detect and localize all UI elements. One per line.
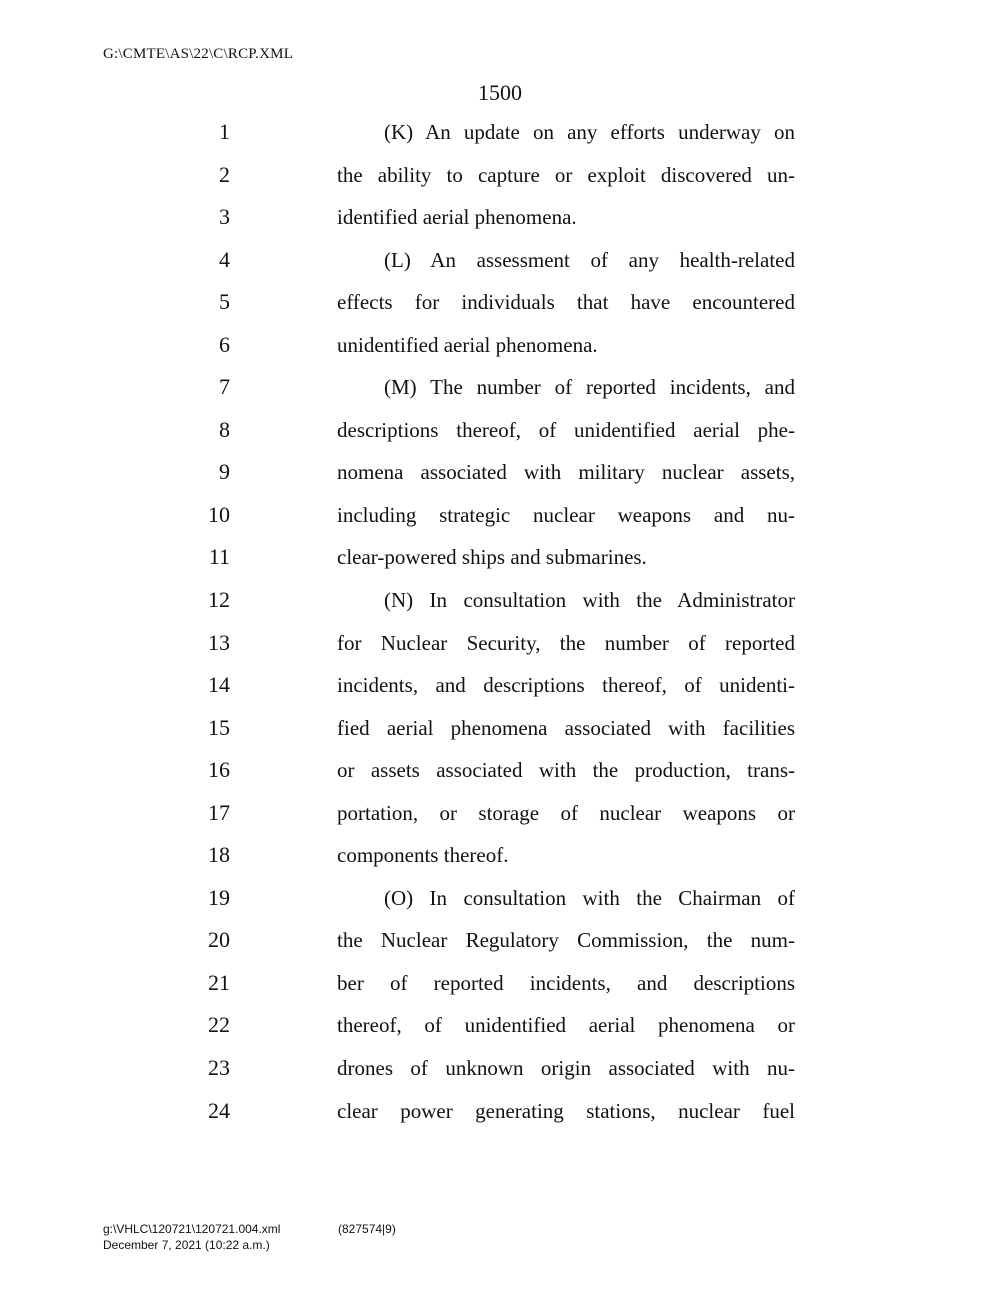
footer-file-path: g:\VHLC\120721\120721.004.xml bbox=[103, 1222, 281, 1236]
line-number: 19 bbox=[208, 884, 230, 910]
line-text: clear power generating stations, nuclear fuel bbox=[337, 1098, 795, 1123]
numbered-line bbox=[0, 366, 1000, 409]
numbered-line bbox=[0, 579, 1000, 622]
line-text: (O) In consultation with the Chairman of bbox=[384, 885, 795, 910]
line-number: 4 bbox=[219, 246, 230, 272]
numbered-line bbox=[0, 494, 1000, 537]
footer-date: December 7, 2021 (10:22 a.m.) bbox=[103, 1238, 270, 1252]
line-text: the ability to capture or exploit discovered un- bbox=[337, 162, 795, 187]
numbered-line bbox=[0, 664, 1000, 707]
numbered-line bbox=[0, 111, 1000, 154]
header-file-path: G:\CMTE\AS\22\C\RCP.XML bbox=[103, 46, 294, 62]
numbered-line bbox=[0, 409, 1000, 452]
numbered-line bbox=[0, 154, 1000, 197]
line-number: 21 bbox=[208, 969, 230, 995]
line-number: 16 bbox=[208, 757, 230, 783]
line-number: 24 bbox=[208, 1097, 230, 1123]
numbered-line bbox=[0, 239, 1000, 282]
line-text: (L) An assessment of any health-related bbox=[384, 247, 795, 272]
line-number: 14 bbox=[208, 672, 230, 698]
numbered-line bbox=[0, 536, 1000, 579]
numbered-line bbox=[0, 707, 1000, 750]
line-number: 9 bbox=[219, 459, 230, 485]
line-text: for Nuclear Security, the number of reported bbox=[337, 630, 795, 655]
line-number: 11 bbox=[208, 544, 230, 570]
line-text: the Nuclear Regulatory Commission, the num- bbox=[337, 928, 795, 953]
line-number: 15 bbox=[208, 714, 230, 740]
footer-document-code: (827574|9) bbox=[338, 1222, 396, 1236]
line-number: 12 bbox=[208, 587, 230, 613]
line-text: (K) An update on any efforts underway on bbox=[384, 120, 795, 144]
line-number: 2 bbox=[219, 161, 230, 187]
line-text: descriptions thereof, of unidentified aerial phe- bbox=[337, 417, 795, 442]
line-number: 23 bbox=[208, 1055, 230, 1081]
line-number: 18 bbox=[208, 842, 230, 868]
numbered-line bbox=[0, 834, 1000, 877]
numbered-line bbox=[0, 324, 1000, 367]
line-number: 10 bbox=[208, 501, 230, 527]
line-number: 3 bbox=[219, 204, 230, 230]
numbered-line bbox=[0, 792, 1000, 835]
line-text: clear-powered ships and submarines. bbox=[337, 545, 647, 570]
line-text: including strategic nuclear weapons and nu- bbox=[337, 502, 795, 527]
line-number: 8 bbox=[219, 416, 230, 442]
line-text: identified aerial phenomena. bbox=[337, 205, 577, 230]
line-number: 5 bbox=[219, 289, 230, 315]
line-number: 17 bbox=[208, 799, 230, 825]
line-text: drones of unknown origin associated with nu- bbox=[337, 1056, 795, 1081]
line-number: 13 bbox=[208, 629, 230, 655]
numbered-line bbox=[0, 281, 1000, 324]
numbered-line bbox=[0, 1090, 1000, 1133]
line-text: thereof, of unidentified aerial phenomena or bbox=[337, 1013, 795, 1038]
line-number: 1 bbox=[219, 119, 230, 144]
line-text: (N) In consultation with the Administrator bbox=[384, 588, 795, 613]
numbered-line bbox=[0, 962, 1000, 1005]
numbered-line bbox=[0, 451, 1000, 494]
line-number: 7 bbox=[219, 374, 230, 400]
line-text: ber of reported incidents, and descriptions bbox=[337, 970, 795, 995]
numbered-line bbox=[0, 622, 1000, 665]
line-text: (M) The number of reported incidents, and bbox=[384, 375, 795, 400]
document-body bbox=[0, 111, 1000, 1132]
numbered-line bbox=[0, 1047, 1000, 1090]
line-text: fied aerial phenomena associated with facilities bbox=[337, 715, 795, 740]
line-number: 6 bbox=[219, 331, 230, 357]
numbered-line bbox=[0, 749, 1000, 792]
line-text: nomena associated with military nuclear assets, bbox=[337, 460, 795, 485]
numbered-line bbox=[0, 1004, 1000, 1047]
line-text: components thereof. bbox=[337, 843, 509, 868]
line-number: 20 bbox=[208, 927, 230, 953]
line-text: or assets associated with the production, trans- bbox=[337, 758, 795, 783]
numbered-line bbox=[0, 877, 1000, 920]
line-text: portation, or storage of nuclear weapons or bbox=[337, 800, 795, 825]
line-number: 22 bbox=[208, 1012, 230, 1038]
line-text: effects for individuals that have encountered bbox=[337, 290, 795, 315]
page-number: 1500 bbox=[478, 80, 522, 105]
numbered-line bbox=[0, 196, 1000, 239]
line-text: unidentified aerial phenomena. bbox=[337, 332, 598, 357]
numbered-line bbox=[0, 919, 1000, 962]
line-text: incidents, and descriptions thereof, of unidenti- bbox=[337, 673, 795, 698]
